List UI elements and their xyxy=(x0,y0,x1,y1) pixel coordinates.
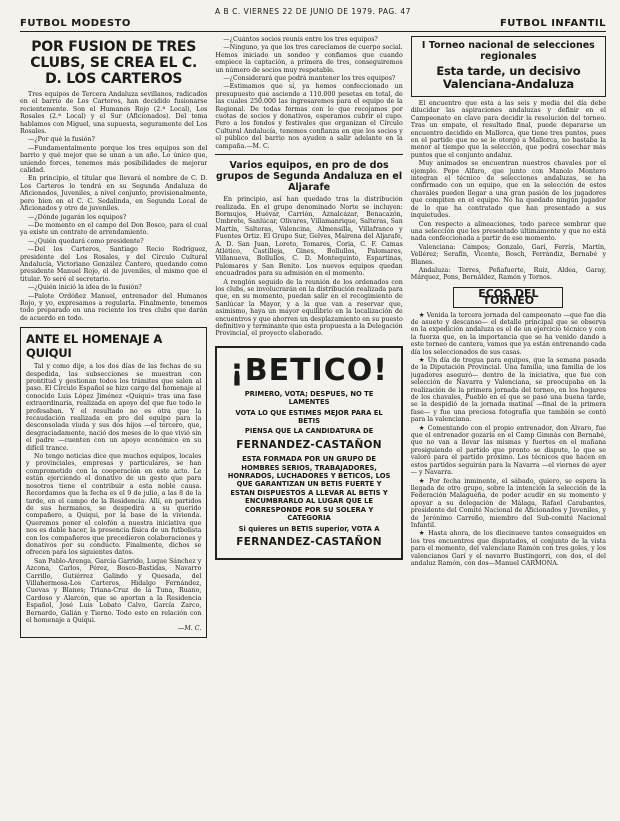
torneo-headline: Esta tarde, un decisivo Valenciana-Andaluza xyxy=(436,64,581,91)
paragraph: ★ Por fecha inminente, el sábado, quiero, se espera la llegada de otro grupo, sobre la intención la selección de la Federación Malagueña, de poder acudir en su momento y apoyar a su delegación de Málaga, Rafael Carabantes, presidente del Comité Nacional de Aficionados y Juveniles, y de Jerónimo Carreño, miembro del Sub-comité Nacional Infantil. xyxy=(410,477,607,529)
ad-line: Si quieres un BETIS superior, VOTA A xyxy=(238,524,380,533)
ecos-headline: ECOS DEL TORNEO xyxy=(453,287,563,308)
column-1 xyxy=(20,36,207,821)
paragraph: En principio, así han quedado tras la distribución realizada. En el grupo denominado Norte se incluyen: Bormujos, Huévar, Carrión, Aznalcázar, Benacazón, Umbrete, Sanlúcar, Olivares, Villamanrique, Salteras, San Martín, Salteras, Valencina, Almensilla, Villafranco y Fuentes Ortiz. El Grupo Sur, Gelves, Mairena del Aljarafe, A. D. San Juan, Loreto, Tomares, Coria, C. F. Camas Atlético, Castilleja, Gines, Bollullos, Palomares, Villanueva, Bollullos, C. D. Montequinto, Espartinas, Palomares y San Benito. Los nuevos equipos quedan encuadrados para su admisión en el momento. xyxy=(215,196,403,278)
paragraph: A renglón seguido de la reunión de los ordenados con los clubs, se involucrarán en la distribución realizada para que, en su momento, puedan salir en el recogimiento de Sanlúcar la Mayor, y a la que van a reservar que, asimismo, haya un mayor equilibrio en la localización de encuentros y que ahorren un desplazamiento en su puesto definitivo y terminante que esta propuesta a la Delegación Provincial, el proyecto elaborado. xyxy=(215,278,403,338)
ad-candidate-name: FERNANDEZ-CASTAÑON xyxy=(236,438,382,451)
betico-advertisement xyxy=(215,346,402,561)
paragraph: —Fundamentalmente porque los tres equipos son del barrio y qué mejor que se unan a un año. Lo único que, uniendo forces, tenemos más posibilidades de mejorar calidad. xyxy=(20,144,208,175)
homenaje-box xyxy=(20,327,207,638)
ad-title: ¡BETICO! xyxy=(230,352,388,388)
article-body-carteros xyxy=(20,91,207,322)
paragraph: Andaluza: Torres, Peñafuerte, Ruiz, Aldea, Garay, Márquez, Pons, Bernáldez, Ramón y Tornos. xyxy=(410,266,607,282)
paragraph: —Del los Carteros, Santiago Recio Rodríguez, presidente del Los Rosales, y del Círculo Cultural Andalucía, Victoriano González Cantero, quedando como presidente Manuel Rojo, el de juveniles, el mismo que el titular. Yo seré el secretario. xyxy=(20,246,208,283)
ad-line: VOTA LO QUE ESTIMES MEJOR PARA EL BETIS xyxy=(235,408,383,426)
paragraph: ★ Comentando con el propio entrenador, don Álvaro, fue que el entrenador gozaría en el Camp Gimnàs con Bernabé, que no van a llevar las mismas y fuertes en el mañana prosiguiendo el partido que pronto se dispute, lo que se valoró para el partido próximo. Los técnicos que hacen en estos partidos seguirán para la Navarra —el viernes de ayer— y Navarra. xyxy=(410,424,607,477)
aljarafe-headline: Varios equipos, en pro de dos grupos de Segunda Andaluza en el Aljarafe xyxy=(216,160,403,194)
ad-line: PRIMERO, VOTA; DESPUES, NO TE LAMENTES xyxy=(244,389,374,407)
paragraph: —Estimamos que sí, ya hemos confeccionado un presupuesto que asciende a 110.000 pesetas en total, de las cuales 250.000 las ingresaremos para el equipo de la Regional. De todas formas con lo que recojamos por cuotas de socios y donativos, esperamos cubrir el cupo. Pero a los fondos y festivales que organizan el Círculo Cultural Andalucía, tenemos confianza en que los socios y el público del barrio nos ayuden a salir adelante en la campaña.—M. C. xyxy=(215,83,403,150)
paragraph: —¿Quién quedará como presidente? xyxy=(28,237,144,245)
paragraph: Tres equipos de Tercera Andaluza sevillanos, radicados en el barrio de Los Carteros, han decidido fusionarse recientemente. Son el Humanos Rojo (2.ª Local), Los Rosales (2.ª Local) y el Sur (Aficionados). Del tema hablamos con Miguel, una supuesta, seguramente del Los Rosales. xyxy=(20,91,208,136)
columns xyxy=(20,36,606,821)
paragraph: —Palote Ordóñez Manuel, entrenador del Humanos Rojo, y yo, expresamos a regularla. Finalmente, tenemos todo preparado en una reciente los tres clubs que darán de acuerdo en todo. xyxy=(20,292,208,322)
signature: —M. C. xyxy=(178,625,202,633)
paragraph: Valenciana: Campos; Gonzalo, Garí, Ferrís, Martín, Vellérez; Serafín, Vicente, Bosch, Ferrándiz, Bernabé y Blanes. xyxy=(410,243,607,266)
torneo-box xyxy=(411,36,606,97)
paragraph: El encuentro que esta a las seis y media del día debe dilucidar las aspiraciones andaluzas y definir en el Campeonato en clave para decidir la resolución del torneo. Tras un empate, el resultado final, puede depararse un encuentro decidido en Mallorca, que tiene tres puntos, pues en el partido que no se le otorgó a Mallorca, no bastaba la menor al tiempo que la selección, que podrá cosechar más puntos que el conjunto andaluz. xyxy=(410,100,607,159)
ad-line: ESTA FORMADA POR UN GRUPO DE HOMBRES SERIOS, TRABAJADORES, HONRADOS, LUCHADORES Y BETICOS, LOS QUE GARANTIZAN UN BETIS FUERTE Y ESTAN DISPUESTOS A LLEVAR AL BETIS Y ENCUMBRARLO AL LUGAR QUE LE CORRESPONDE POR SU SOLERA Y CATEGORIA xyxy=(227,455,391,523)
paragraph: ★ Hasta ahora, de los diecinueve tantos conseguidos en los tres encuentros que disputados, el conjunto de la vista para el momento, del valenciano Ramón con tres goles, y los valencianos Garí y el navarro Bustingorri, con dos, el del andaluz Ramón, con dos—Manuel CARMONA. xyxy=(410,530,607,567)
ad-candidate-name: FERNANDEZ-CASTAÑON xyxy=(236,535,382,548)
torneo-body xyxy=(411,100,606,282)
paragraph: —¿Por qué la fusión? xyxy=(28,136,95,144)
paragraph: —De momento en el campo del Don Bosco, para el cual ya existe un contrato de arrendamiento. xyxy=(20,221,208,237)
column-3 xyxy=(411,36,606,821)
paragraph: Muy animados se encuentran nuestros chavales por el ejemplo. Pepe Alfaro, que junto con Manolo Montero integran el técnico de selecciones andaluzas, se ha confirmado con un equipo, que en la selección de estos chavales pueden llegar a una gran pasión de los jugadores que compiten en el equipo. No ha quedado ningún jugador de lo que ha contratado que han presentado a sus inquietudes. xyxy=(410,160,607,220)
torneo-title: I Torneo nacional de selecciones regionales xyxy=(421,40,595,62)
paragraph: —¿Quién inició la idea de la fusión? xyxy=(28,284,142,292)
paragraph: ★ Un día de tregua para equipos, que la semana pasada de la Diputación Provincial. Una familia, una familia de los jugadores aseguró— dentro de la iniciativa, que fue con selección de Navarra y Valenciana, se preocupaba en la realización de la primera jornada del torneo, en los hogares de los chavales, Pueblo en el que se pasó una buena tarde, se la despidió de la jornada matinal —final de la primera fase— y fue una preciosa fotografía que también se contó para la valenciana. xyxy=(410,357,607,424)
paragraph: Con respecto a alineaciones, todo parece sembrar que una selección que les presentado últimamente y que no está nada confeccionada a partir de ese momento. xyxy=(410,220,607,243)
paragraph: En principio, el titular que llevará el nombre de C. D. Los Carteros lo tendrá en su Segunda Andaluza de Aficionados, Juveniles, a nivel conjunto, provisionalmente, pero bien en el C. C. Sedalinda, en Segunda Local de Aficionados y otro de juveniles. xyxy=(20,175,208,213)
divider xyxy=(215,154,402,155)
masthead: A B C. VIERNES 22 DE JUNIO DE 1979. PAG. 47 xyxy=(215,7,411,16)
ad-line: PIENSA QUE LA CANDIDATURA DE xyxy=(244,427,374,436)
section-header-row xyxy=(20,18,606,32)
homenaje-headline: ANTE EL HOMENAJE A QUIQUI xyxy=(26,332,163,361)
paragraph: —¿Considerará que podrá mantener los tres equipos? xyxy=(223,75,396,83)
article-headline-carteros: POR FUSION DE TRES CLUBS, SE CREA EL C. D. LOS CARTEROS xyxy=(30,39,198,87)
paragraph: —¿Cuántos socios reunís entre los tres equipos? xyxy=(223,36,378,43)
paragraph: San Pablo-Arenga, García Garrido, Luque Sánchez y Azcona, Carlos, Pérez, Bosco-Bastidas, Navarro Carrillo, Gutiérrez Galindo y Quesada, del Villahermosa-Los Carteros, Hidalgo Fernández, Cuevas y Blanes; Triana-Cruz de la Tuna, Ruano, Cardoso y Alarcón, que se aportan a la Residencia Español, José Luis Lobato Calvo, García Zarco, Bernardo, Galián y Tierno. Todo esto en relación con el homenaje a Quiqui. xyxy=(26,557,202,624)
section-left-title: FUTBOL MODESTO xyxy=(20,18,131,29)
paragraph: Tal y como dije, a los dos días de las fechas de su despedida, las subsecciones se muestran con prontitud y gestionan todos los trámites que salen al paso. El Círculo Español se hizo cargo del homenaje al conocido Luis López Jiménez «Quiqui» tras una fase extraordinaria, realizada en apoyo del que fue todo le profesaban. Y el resultado no es otra que la recaudación realizada en pro del equipo para la desconsolada viuda y sus dos hijos —el tercero, que, desgraciadamente, nació dos meses de lo que vivió sin el padre —cuenten con un apoyo económico en su difícil trance. xyxy=(26,363,202,452)
column-2 xyxy=(215,36,402,821)
paragraph: —Ninguno, ya que los tres carecíamos de cuerpo social. Hemos iniciado un sondeo y confiamos que cuando empiece la captación, a primera de tres, conseguiremos un número de socios muy respetable. xyxy=(215,44,403,74)
paragraph: ★ Venida la tercera jornada del campeonato —que fue día de asueto y descanso— el detalle principal que se observa en la expedición andaluza es el de un ejercicio técnico y con la fuerza que, en la importancia que se ha venido dando a este torneo de cantera, vamos que ya están entrenando cada día los seleccionados de sus casas. xyxy=(410,311,607,356)
section-right-title: FUTBOL INFANTIL xyxy=(499,18,606,29)
paragraph: —¿Dónde jugarán los equipos? xyxy=(28,213,127,221)
paragraph: No tengo noticias dice que muchos equipos, locales y provinciales, empresas y particulares, se han comprometido con la cooperación en este acto. Le están ejerciendo el donativo de un gesto que para nosotros tiene el contribuir a esta noble causa. Recordamos que la fecha es el 9 de julio, a las 8 de la tarde, en el campo de la Residencia. Allí, en partidos de sus hermanos, se despedirá a su querido compañero, a Quiqui, por la base de la vivienda. Queremos poner el colofón a nuestra iniciativa que nos es dable hacer, la presencia física de un futbolista con los compañeros que precedieron colaboraciones y donativos por su conducto. Finalmente, dichos se ofrecen para los siguientes datos. xyxy=(26,453,202,557)
